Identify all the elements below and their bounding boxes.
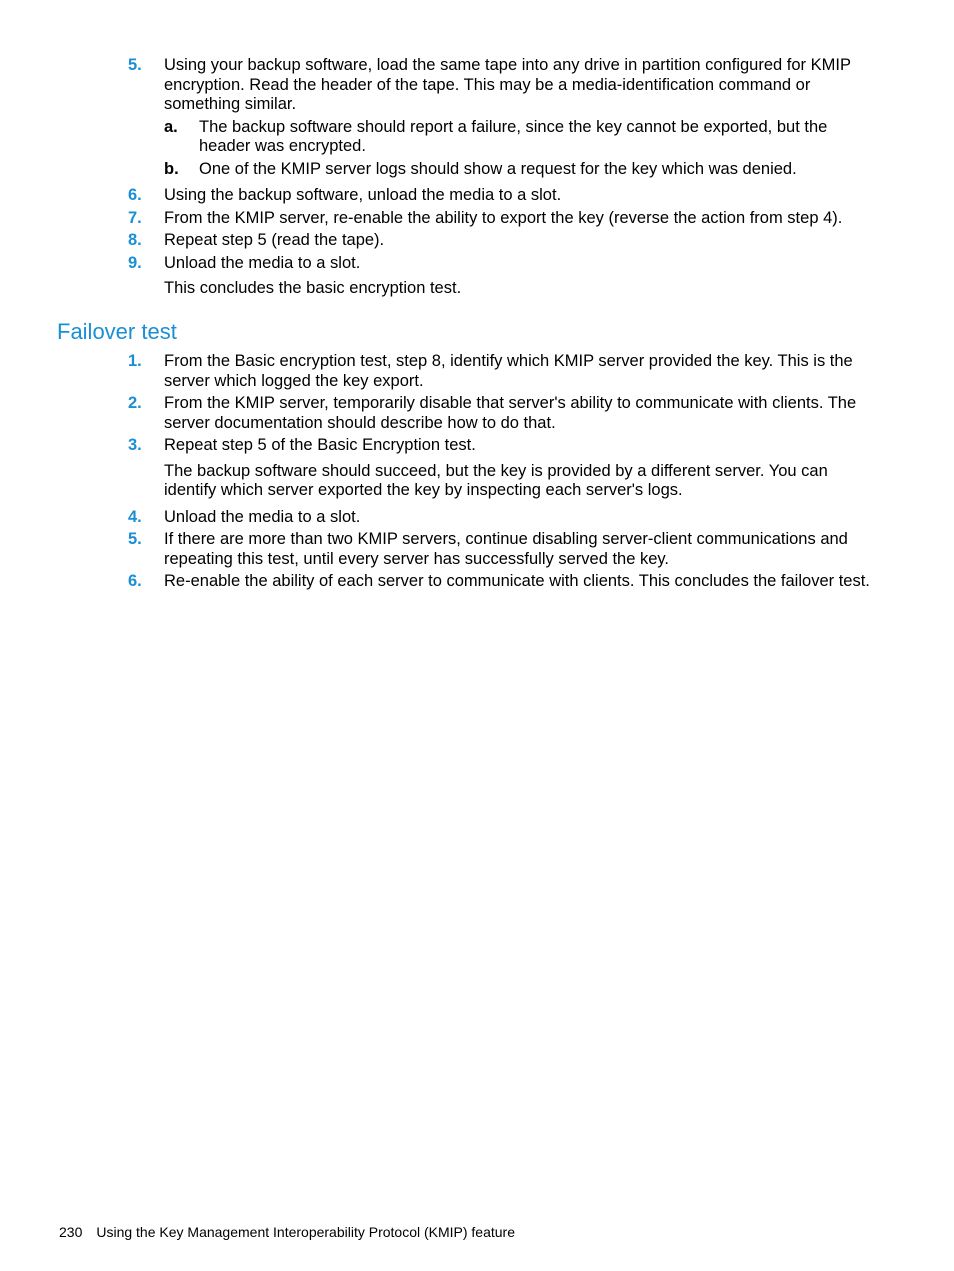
basic-steps-list — [0, 56, 954, 299]
step-number: 5. — [128, 56, 142, 74]
step-note: The backup software should succeed, but the key is provided by a different server. You can identify which server exported the key by inspecting each server's logs. — [164, 461, 828, 499]
list-item — [0, 231, 870, 251]
list-item — [0, 436, 870, 456]
sub-step-text: One of the KMIP server logs should show a request for the key which was denied. — [199, 159, 797, 178]
sub-list-item — [0, 160, 859, 180]
list-item — [0, 394, 870, 433]
step-number: 5. — [128, 530, 142, 548]
section-heading: Failover test — [57, 319, 177, 344]
sub-list-item — [0, 118, 859, 157]
sub-step-letter: b. — [164, 159, 179, 178]
step-text: Using your backup software, load the same tape into any drive in partition configured for KMIP encryption. Read the header of the tape. This may be a media-identification command or something similar. — [164, 56, 851, 113]
list-item — [0, 209, 870, 229]
step-text: If there are more than two KMIP servers, continue disabling server-client communications and repeating this test, until every server has successfully served the key. — [164, 530, 848, 568]
sub-step-text: The backup software should report a failure, since the key cannot be exported, but the header was encrypted. — [199, 117, 828, 155]
step-number: 9. — [128, 253, 142, 272]
step-text: Using the backup software, unload the media to a slot. — [164, 186, 562, 204]
step-text: From the Basic encryption test, step 8, identify which KMIP server provided the key. This is the server which logged the key export. — [164, 352, 853, 390]
step-number: 7. — [128, 208, 142, 227]
step-number: 3. — [128, 436, 142, 454]
step-number: 4. — [128, 507, 142, 526]
page-number: 230 — [59, 1224, 83, 1240]
step-text: Repeat step 5 (read the tape). — [164, 231, 385, 249]
list-item — [0, 572, 870, 592]
step-text: Repeat step 5 of the Basic Encryption test. — [164, 436, 476, 454]
sub-step-letter: a. — [164, 117, 178, 136]
step-number: 6. — [128, 186, 142, 204]
step-number: 1. — [128, 352, 142, 370]
step-text: Unload the media to a slot. — [164, 253, 361, 272]
list-item — [0, 56, 870, 115]
list-item — [0, 254, 870, 274]
list-item — [0, 186, 870, 206]
failover-steps-list — [0, 352, 954, 592]
step-number: 8. — [128, 231, 142, 249]
step-text: Unload the media to a slot. — [164, 507, 361, 526]
step-number: 2. — [128, 394, 142, 412]
step-text: From the KMIP server, re-enable the ability to export the key (reverse the action from step 4). — [164, 208, 843, 227]
list-item — [0, 508, 870, 528]
step-number: 6. — [128, 572, 142, 590]
basic-conclusion: This concludes the basic encryption test. — [164, 279, 462, 297]
page-footer — [59, 1223, 515, 1241]
list-item — [0, 530, 870, 569]
step-text: Re-enable the ability of each server to communicate with clients. This concludes the failover test. — [164, 572, 870, 590]
step-text: From the KMIP server, temporarily disable that server's ability to communicate with clients. The server documentation should describe how to do that. — [164, 394, 857, 432]
list-item — [0, 352, 870, 391]
footer-title: Using the Key Management Interoperability Protocol (KMIP) feature — [96, 1224, 516, 1240]
